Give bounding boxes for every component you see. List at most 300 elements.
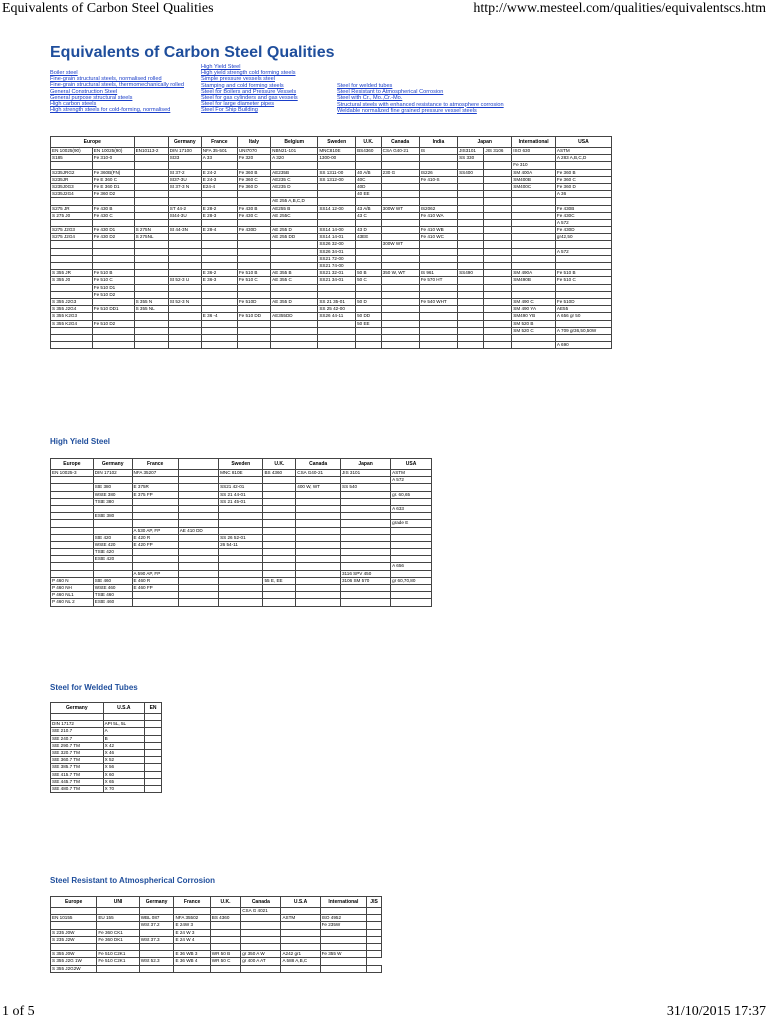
table-cell: 40 EE <box>356 191 382 198</box>
table-row <box>51 764 162 771</box>
table-cell <box>512 212 556 219</box>
table-cell <box>174 965 210 972</box>
table-cell: A 590 AP, FP <box>132 570 178 577</box>
table-cell <box>367 943 382 950</box>
table-cell: StE 460 <box>93 577 132 584</box>
category-link[interactable]: Simple pressure vessels steel <box>201 76 275 83</box>
table-cell <box>271 219 318 226</box>
table-cell <box>318 342 356 349</box>
table-cell <box>263 585 296 592</box>
table-cell <box>458 298 484 305</box>
table-cell <box>168 342 201 349</box>
table-cell <box>132 513 178 520</box>
table-cell <box>132 592 178 599</box>
category-link[interactable]: High Yield Steel <box>201 64 241 70</box>
table-cell: WStE 460 <box>93 585 132 592</box>
table-cell: Fe 510 B <box>92 270 134 277</box>
table-cell <box>168 191 201 198</box>
table-cell: MNC 810E <box>219 470 263 477</box>
table-cell: NFA 35-501 <box>201 148 237 155</box>
table-cell <box>419 327 457 334</box>
table-cell <box>458 212 484 219</box>
table-cell: NBN21-101 <box>271 148 318 155</box>
category-link[interactable]: Steel for Boilers and Pressure Vessels <box>201 88 297 95</box>
table-cell <box>263 570 296 577</box>
table-cell <box>92 241 134 248</box>
print-footer <box>0 1002 768 1024</box>
table-cell <box>318 219 356 226</box>
table-cell <box>555 320 611 327</box>
table-cell <box>219 477 263 484</box>
table-cell <box>178 491 218 498</box>
table-cell: E 460 FP <box>132 585 178 592</box>
table-cell: TStE 380 <box>93 498 132 505</box>
category-link[interactable]: Fine-grain structural steels, thermomechanically rolled <box>50 82 184 89</box>
table-cell <box>419 320 457 327</box>
table-row <box>51 728 162 735</box>
table-cell <box>484 291 512 298</box>
table-cell <box>51 513 94 520</box>
table-cell: Fe 410 WC <box>419 234 457 241</box>
table-cell <box>296 534 341 541</box>
table-cell: 3116 SPV 450 <box>341 570 391 577</box>
links-column-3 <box>337 83 537 114</box>
table-cell: gr. 60,65 <box>391 491 432 498</box>
table-cell <box>263 513 296 520</box>
table-cell <box>281 922 320 929</box>
table-cell <box>51 498 94 505</box>
table-cell <box>484 162 512 169</box>
table-cell: Fe 360 B <box>555 169 611 176</box>
table-cell <box>145 742 162 749</box>
table-cell: SS 21 35-01 <box>318 298 356 305</box>
table-cell <box>458 334 484 341</box>
table-cell: SS26 44-11 <box>318 313 356 320</box>
table-cell <box>219 592 263 599</box>
table-cell: A 283 A,B,C,D <box>555 155 611 162</box>
column-header: Canada <box>241 897 281 908</box>
table-cell <box>237 306 270 313</box>
table-cell <box>219 513 263 520</box>
table-cell <box>341 534 391 541</box>
table-cell <box>555 284 611 291</box>
column-header: International <box>320 897 367 908</box>
table-cell: BS4360 <box>356 148 382 155</box>
table-cell <box>201 263 237 270</box>
table-cell <box>263 599 296 606</box>
table-cell <box>139 908 174 915</box>
category-link[interactable]: Steel Resistant to Atmospherical Corrosion <box>337 89 444 96</box>
table-cell <box>356 306 382 313</box>
category-link[interactable]: Structural steels with enhanced resistance to atmosphere corrosion <box>337 101 504 108</box>
table-cell <box>512 155 556 162</box>
table-cell <box>320 965 367 972</box>
table-cell <box>139 929 174 936</box>
table-cell: Fe E 360 D1 <box>92 183 134 190</box>
table-cell: SM400C <box>512 183 556 190</box>
table-cell <box>341 563 391 570</box>
table-cell: Fe 310-0 <box>92 155 134 162</box>
table-cell: E24-4 <box>201 183 237 190</box>
table-cell <box>391 513 432 520</box>
table-cell <box>51 284 93 291</box>
table-cell <box>51 241 93 248</box>
table-cell <box>219 527 263 534</box>
table-cell <box>201 327 237 334</box>
table-cell <box>168 320 201 327</box>
table-cell: 50 C <box>356 277 382 284</box>
table-cell <box>419 291 457 298</box>
table-cell <box>92 263 134 270</box>
table-row <box>51 342 612 349</box>
table-cell <box>168 162 201 169</box>
table-cell <box>145 757 162 764</box>
table-row <box>51 155 612 162</box>
table-cell: 43 A/B <box>356 205 382 212</box>
table-cell: Fe 430 B <box>237 205 270 212</box>
table-cell <box>512 241 556 248</box>
table-cell: St 52-3 U <box>168 277 201 284</box>
table-cell: SS 1311-00 <box>318 169 356 176</box>
column-header: France <box>132 459 178 470</box>
table-cell <box>458 320 484 327</box>
table-cell: WSt 37.3 <box>139 936 174 943</box>
table-cell <box>391 585 432 592</box>
table-cell <box>51 563 94 570</box>
table-cell <box>419 183 457 190</box>
table-cell: E 36-3 <box>201 277 237 284</box>
table-cell: EStE 420 <box>93 556 132 563</box>
table-cell <box>281 943 320 950</box>
column-header: EN <box>145 703 162 714</box>
table-cell <box>271 162 318 169</box>
column-header: International <box>512 137 556 148</box>
table-cell <box>391 592 432 599</box>
table-cell <box>296 585 341 592</box>
category-link[interactable]: Fine-grain structural steels, normalised rolled <box>50 76 162 83</box>
table-cell <box>134 320 168 327</box>
table-cell <box>484 284 512 291</box>
table-cell <box>318 320 356 327</box>
table-cell <box>219 585 263 592</box>
table-cell <box>341 477 391 484</box>
table-cell <box>512 291 556 298</box>
table-cell <box>381 284 419 291</box>
table-row <box>51 936 382 943</box>
table-row <box>51 306 612 313</box>
table-row <box>51 965 382 972</box>
table-cell <box>271 327 318 334</box>
table-cell: S 355 J0 <box>51 277 93 284</box>
table-cell: A 709 gr36,50,50W <box>555 327 611 334</box>
table-cell <box>281 965 320 972</box>
table-cell: S 355 K2G4 <box>51 320 93 327</box>
table-row <box>51 498 432 505</box>
table-cell: 40 A/B <box>356 169 382 176</box>
table-cell <box>458 327 484 334</box>
table-cell <box>263 541 296 548</box>
category-link[interactable]: High carbon steels <box>50 101 97 108</box>
table-cell: Fe 360 C <box>555 176 611 183</box>
table-row <box>51 513 432 520</box>
table-cell <box>381 313 419 320</box>
table-cell: SS14 12-00 <box>318 205 356 212</box>
table-cell: TStE 460 <box>93 592 132 599</box>
table-cell <box>263 505 296 512</box>
table-cell: Fe 410 WB <box>419 227 457 234</box>
category-link[interactable]: Steel for gas cylinders and gas vessels <box>201 95 298 102</box>
table-row <box>51 958 382 965</box>
table-cell <box>145 735 162 742</box>
table-cell <box>145 764 162 771</box>
table-cell: Fe 430 C <box>237 212 270 219</box>
table-cell <box>296 520 341 527</box>
table-cell <box>51 255 93 262</box>
table-cell: WStE 380 <box>93 491 132 498</box>
table-cell: Fe 430 D2 <box>92 234 134 241</box>
table-cell <box>51 477 94 484</box>
table-cell: ISO 630 <box>512 148 556 155</box>
table-cell <box>219 563 263 570</box>
table-cell <box>134 342 168 349</box>
table-cell: 50 B <box>356 270 382 277</box>
column-header: UNI <box>97 897 139 908</box>
table-cell: Fe 510 C2K1 <box>97 951 139 958</box>
table-row <box>51 563 432 570</box>
table-row <box>51 943 382 950</box>
table-cell: E 28-2 <box>201 205 237 212</box>
table-cell <box>484 320 512 327</box>
table-cell: SS21 32-01 <box>318 270 356 277</box>
table-cell <box>263 498 296 505</box>
table-cell <box>458 162 484 169</box>
table-cell: SS14 14-01 <box>318 234 356 241</box>
table-row <box>51 227 612 234</box>
table-cell: SS21 34-01 <box>318 277 356 284</box>
table-cell: EN 10025(90) <box>51 148 93 155</box>
table-cell: Fe 510 DD1 <box>92 306 134 313</box>
table-cell: BS 4360 <box>263 470 296 477</box>
table-cell <box>419 255 457 262</box>
table-cell <box>93 563 132 570</box>
table-cell <box>484 334 512 341</box>
table-cell <box>201 198 237 205</box>
table-cell: Fe 410-S <box>419 176 457 183</box>
table-cell <box>241 929 281 936</box>
table-cell: Fe 430D <box>237 227 270 234</box>
category-link[interactable]: Stamping and cold forming steels <box>201 82 284 89</box>
table-cell: StE 420 <box>93 534 132 541</box>
table-cell: X 60 <box>103 771 144 778</box>
table-cell: 1300-00 <box>318 155 356 162</box>
table-cell: StE 290.7 TM <box>51 742 104 749</box>
table-row <box>51 255 612 262</box>
table-cell <box>178 484 218 491</box>
table-cell: Fe 510 D2 <box>92 320 134 327</box>
table-cell <box>201 342 237 349</box>
table-cell <box>555 291 611 298</box>
table-cell <box>132 477 178 484</box>
column-header: U.K. <box>356 137 382 148</box>
table-row <box>51 592 432 599</box>
table-cell: A 33 <box>201 155 237 162</box>
category-link[interactable]: Steel For Ship Building <box>201 107 258 114</box>
table-cell <box>145 728 162 735</box>
table-cell <box>356 155 382 162</box>
category-link[interactable]: Boiler steel <box>50 70 78 76</box>
table-row <box>51 183 612 190</box>
table-cell <box>484 176 512 183</box>
table-cell <box>320 908 367 915</box>
table-cell <box>210 922 240 929</box>
table-cell <box>381 176 419 183</box>
table-cell <box>237 162 270 169</box>
table-cell <box>168 334 201 341</box>
table-cell <box>178 520 218 527</box>
table-cell <box>419 334 457 341</box>
table-cell <box>134 169 168 176</box>
table-cell <box>281 929 320 936</box>
table-cell: SS 540 <box>341 484 391 491</box>
table-cell <box>512 248 556 255</box>
table-cell: Fe 320 <box>237 155 270 162</box>
table-cell <box>237 241 270 248</box>
table-cell <box>178 549 218 556</box>
links-column-1 <box>50 70 200 113</box>
column-header: Europe <box>51 137 135 148</box>
table-cell <box>51 162 93 169</box>
table-cell: Fe 235W <box>320 922 367 929</box>
table-cell <box>237 291 270 298</box>
category-link[interactable]: Steel for large diameter pipes <box>201 101 275 108</box>
table-cell <box>134 327 168 334</box>
table-cell: SS 1312-00 <box>318 176 356 183</box>
table-cell: SM 520 B <box>512 320 556 327</box>
table-cell <box>419 162 457 169</box>
table-cell <box>318 284 356 291</box>
table-row <box>51 749 162 756</box>
table-cell <box>237 219 270 226</box>
table-cell: CSA G40-21 <box>381 148 419 155</box>
category-link[interactable]: General Construction Steel <box>50 88 118 95</box>
table-cell: E 28-4 <box>201 227 237 234</box>
table-cell: EU 155 <box>97 915 139 922</box>
table-row <box>51 785 162 792</box>
table-cell <box>484 327 512 334</box>
print-header-title: Equivalents of Carbon Steel Qualities <box>2 1 214 16</box>
table-cell <box>134 291 168 298</box>
table-cell: IS 961 <box>419 270 457 277</box>
column-header: Canada <box>296 459 341 470</box>
column-header: U.S.A <box>281 897 320 908</box>
table-cell <box>318 212 356 219</box>
category-link[interactable]: High strength steels for cold-forming, normalised <box>50 107 171 114</box>
table-cell <box>219 520 263 527</box>
table-cell: SM490 YB <box>512 313 556 320</box>
table-cell: CSA G 4021 <box>241 908 281 915</box>
table-cell <box>381 234 419 241</box>
table-cell <box>341 520 391 527</box>
table-cell <box>51 520 94 527</box>
table-cell: Fe 360B(FN) <box>92 169 134 176</box>
table-cell: gr 400 A AT <box>241 958 281 965</box>
table-cell <box>512 198 556 205</box>
category-link[interactable]: Steel for welded tubes <box>337 83 393 89</box>
table-row <box>51 721 162 728</box>
table-cell <box>320 929 367 936</box>
table-cell <box>419 313 457 320</box>
table-cell <box>51 291 93 298</box>
category-link[interactable]: High yield strength cold forming steels <box>201 70 296 77</box>
table-row <box>51 313 612 320</box>
table-cell <box>237 334 270 341</box>
category-link[interactable]: Weldable normalized fine grained pressure vessel steels <box>337 107 477 114</box>
table-cell <box>381 227 419 234</box>
table-row <box>51 549 432 556</box>
table-cell: AE235 C <box>271 176 318 183</box>
table-cell: S 355 NL <box>134 306 168 313</box>
table-cell: StE 480.7 TM <box>51 785 104 792</box>
table-cell: EN 10025-3 <box>51 470 94 477</box>
table-cell: Fe 310 <box>512 162 556 169</box>
table-cell: St33 <box>168 155 201 162</box>
table-cell <box>237 191 270 198</box>
table-cell <box>320 936 367 943</box>
table-cell: SS21 74-00 <box>318 263 356 270</box>
table-cell <box>341 599 391 606</box>
table-cell: API 5L, 5L <box>103 721 144 728</box>
table-cell <box>178 599 218 606</box>
table-cell <box>263 549 296 556</box>
table-row <box>51 922 382 929</box>
table-cell <box>92 327 134 334</box>
table-cell: Fe 360 CK1 <box>97 929 139 936</box>
table-cell: E 36 WB 4 <box>174 958 210 965</box>
table-cell: E 420 R <box>132 534 178 541</box>
table-cell: S235JRG2 <box>51 169 93 176</box>
table-cell: SM 490A <box>512 270 556 277</box>
category-link[interactable]: General purpose structural steels <box>50 94 133 101</box>
table-cell: Fe 360 DK1 <box>97 936 139 943</box>
table-cell <box>391 556 432 563</box>
table-cell: A 572 <box>391 477 432 484</box>
column-header: U.K. <box>263 459 296 470</box>
table-cell: S 235 J0W <box>51 929 97 936</box>
table-cell <box>356 334 382 341</box>
table-cell: Fe 510 C <box>92 277 134 284</box>
category-link[interactable]: Steel with Cr., Mo.,Cr.-Mo. <box>337 95 403 102</box>
table-cell: S 275N <box>134 227 168 234</box>
table-cell: 26 54-11 <box>219 541 263 548</box>
table-cell <box>356 327 382 334</box>
table-cell: AE 410 DD <box>178 527 218 534</box>
table-cell: 43EE <box>356 234 382 241</box>
table-cell: X 46 <box>103 749 144 756</box>
table-cell <box>271 248 318 255</box>
table-cell <box>296 477 341 484</box>
table-cell <box>201 320 237 327</box>
table-cell: B <box>103 735 144 742</box>
table-cell <box>51 570 94 577</box>
table-cell: ASTM <box>391 470 432 477</box>
table-cell: Fe 510 C2K1 <box>97 958 139 965</box>
table-cell <box>201 241 237 248</box>
table-cell: StE 385.7 TM <box>51 764 104 771</box>
table-cell <box>341 491 391 498</box>
corrosion-title: Steel Resistant to Atmospherical Corrosion <box>50 876 216 885</box>
table-cell <box>271 255 318 262</box>
table-cell <box>296 556 341 563</box>
